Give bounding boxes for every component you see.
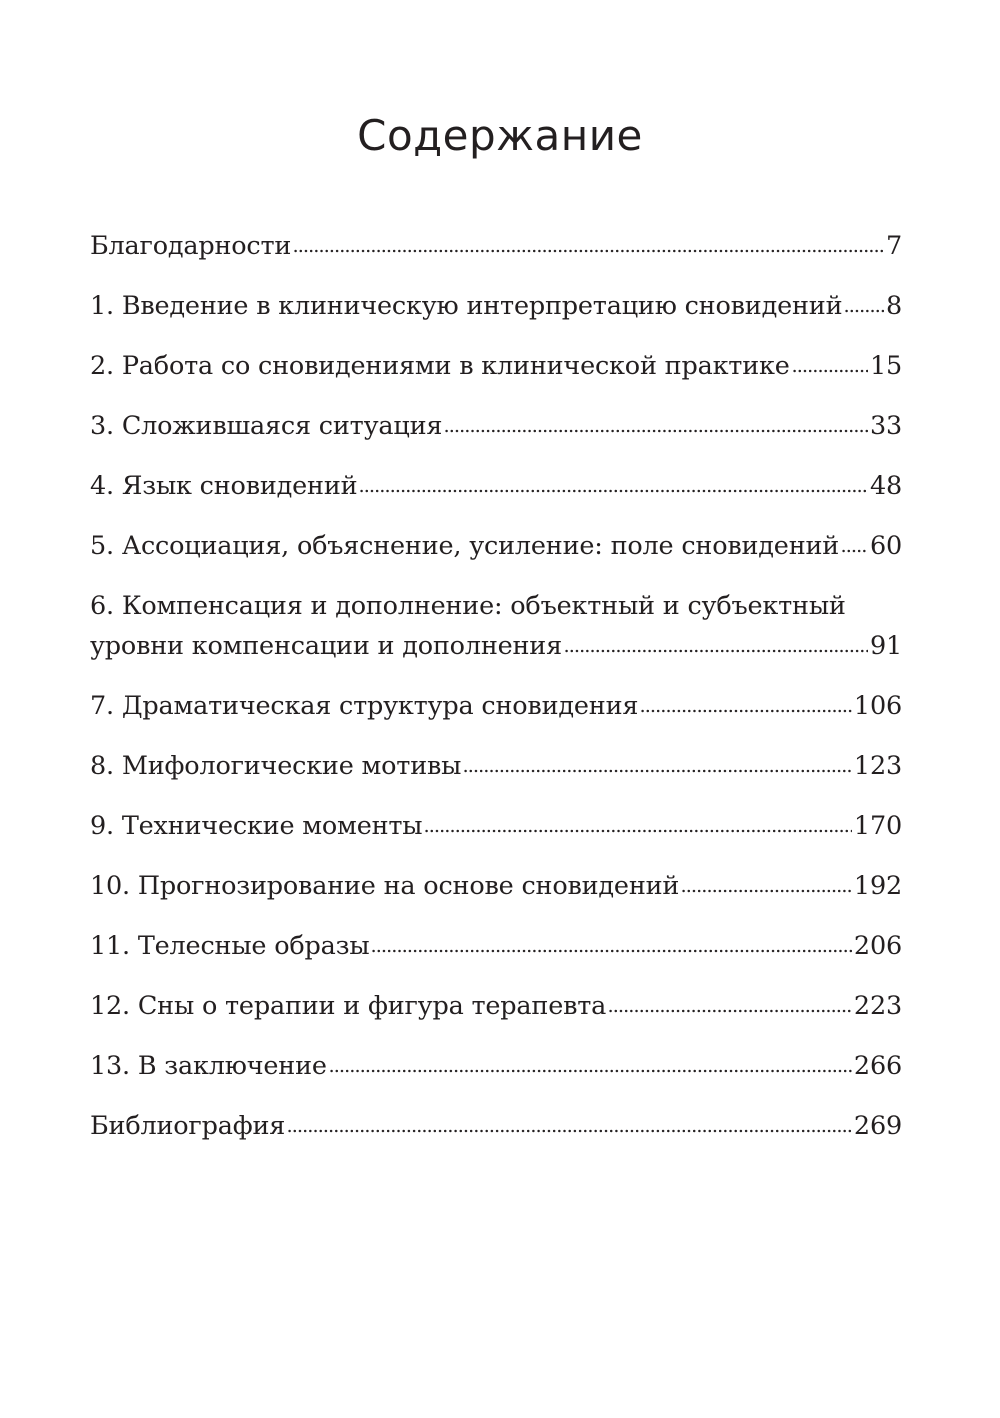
toc-entry-label: 2. Работа со сновидениями в клинической практике — [90, 351, 790, 381]
toc-entry-page: 269 — [853, 1111, 902, 1141]
toc-entry — [90, 926, 902, 966]
toc-entry-page: 48 — [869, 471, 902, 501]
toc-entry — [90, 406, 902, 446]
toc-entry-page: 60 — [869, 531, 902, 561]
dot-leader — [293, 249, 884, 253]
dot-leader — [681, 889, 852, 893]
toc-entry-label: Благодарности — [90, 231, 292, 261]
toc-entry-page: 8 — [885, 291, 902, 321]
dot-leader — [564, 649, 868, 653]
toc-entry-page: 192 — [853, 871, 902, 901]
toc-entry-label: 8. Мифологические мотивы — [90, 751, 462, 781]
toc-entry-page: 106 — [853, 691, 902, 721]
toc-entry — [90, 586, 902, 666]
toc-entry-label: 5. Ассоциация, объяснение, усиление: поле сновидений — [90, 531, 840, 561]
toc-entry-page: 33 — [869, 411, 902, 441]
table-of-contents — [90, 226, 902, 1166]
toc-entry-label: 4. Язык сновидений — [90, 471, 358, 501]
toc-entry-label-line1: 6. Компенсация и дополнение: объектный и субъектный — [90, 591, 846, 621]
dot-leader — [792, 369, 868, 373]
toc-entry — [90, 226, 902, 266]
toc-entry — [90, 1046, 902, 1086]
dot-leader — [424, 829, 852, 833]
toc-entry — [90, 806, 902, 846]
toc-entry-page: 7 — [885, 231, 902, 261]
dot-leader — [329, 1069, 852, 1073]
toc-entry-page: 266 — [853, 1051, 902, 1081]
dot-leader — [287, 1129, 852, 1133]
toc-entry — [90, 286, 902, 326]
toc-entry-label: Библиография — [90, 1111, 286, 1141]
toc-entry — [90, 686, 902, 726]
dot-leader — [371, 949, 851, 953]
dot-leader — [444, 429, 868, 433]
dot-leader — [359, 489, 868, 493]
toc-entry — [90, 1106, 902, 1146]
toc-entry-label: 10. Прогнозирование на основе сновидений — [90, 871, 680, 901]
toc-entry — [90, 986, 902, 1026]
toc-entry-page: 91 — [869, 631, 902, 661]
toc-entry-label-line2: уровни компенсации и дополнения — [90, 631, 562, 661]
toc-entry-label: 7. Драматическая структура сновидения — [90, 691, 639, 721]
toc-entry-label: 9. Технические моменты — [90, 811, 423, 841]
toc-entry — [90, 746, 902, 786]
dot-leader — [463, 769, 852, 773]
toc-entry-page: 206 — [853, 931, 902, 961]
toc-entry-label: 11. Телесные образы — [90, 931, 370, 961]
dot-leader — [841, 549, 868, 553]
toc-entry-label: 3. Сложившаяся ситуация — [90, 411, 443, 441]
toc-entry-label: 12. Сны о терапии и фигура терапевта — [90, 991, 607, 1021]
toc-entry-page: 170 — [853, 811, 902, 841]
toc-entry-page: 123 — [853, 751, 902, 781]
toc-entry-label: 13. В заключение — [90, 1051, 327, 1081]
toc-entry — [90, 526, 902, 566]
toc-entry-label: 1. Введение в клиническую интерпретацию сновидений — [90, 291, 843, 321]
toc-entry — [90, 866, 902, 906]
toc-entry-page: 15 — [869, 351, 902, 381]
dot-leader — [608, 1009, 852, 1013]
page-title: Содержание — [357, 111, 643, 160]
toc-entry — [90, 466, 902, 506]
dot-leader — [640, 709, 852, 713]
toc-entry-page: 223 — [853, 991, 902, 1021]
dot-leader — [844, 309, 884, 313]
toc-entry — [90, 346, 902, 386]
